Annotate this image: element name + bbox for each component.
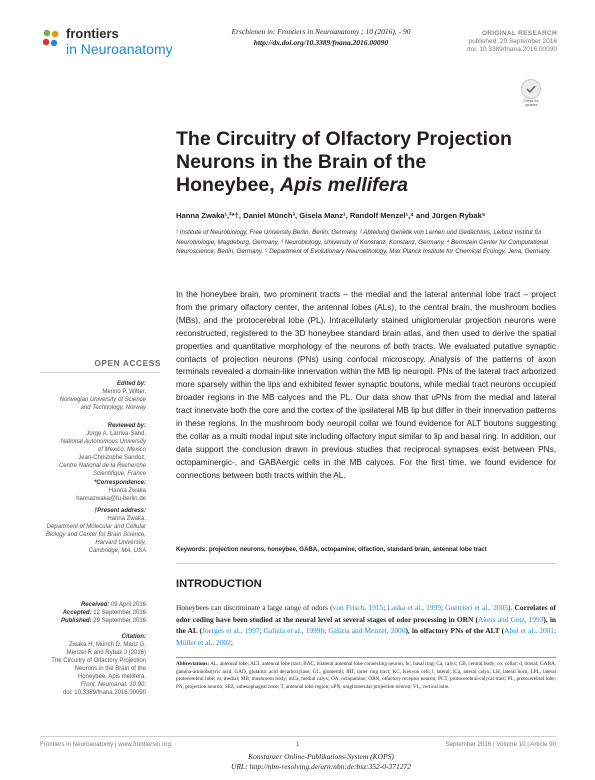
open-access-label: OPEN ACCESS	[94, 358, 161, 368]
keywords-label: Keywords:	[176, 546, 208, 553]
title-line-1: The Circuitry of Olfactory Projection	[176, 128, 512, 150]
received-label: Received:	[80, 602, 110, 608]
intro-text-run: ;	[324, 626, 329, 635]
citation-link[interactable]: Abel et al., 2001	[504, 626, 554, 635]
received-value: 09 April 2016	[110, 602, 146, 608]
citation-link[interactable]: Guerrieri et al., 2005	[445, 603, 509, 612]
page-number: 1	[296, 741, 300, 748]
intro-text-run: ;	[230, 637, 233, 647]
editor-affiliation: and Technology, Norway	[80, 405, 146, 411]
correspondence-block	[1, 479, 146, 503]
title-line-3-plain: Honeybee,	[176, 174, 281, 196]
citation-line: Zwaka H, Münch D, Manz G,	[68, 642, 146, 648]
keywords-list: projection neurons, honeybee, GABA, octopamine, olfaction, standard brain, antennal lobe tract	[208, 546, 487, 553]
editor-affiliation: Norwegian University of Science	[59, 397, 146, 403]
reviewed-by-block	[1, 422, 146, 478]
dates-block	[1, 601, 146, 625]
article-type: ORIGINAL RESEARCH	[481, 30, 557, 37]
reviewer-affiliation: Scientifique, France	[92, 471, 146, 477]
correspondence-email[interactable]: hannazwaka@fu-berlin.de	[76, 496, 146, 502]
citation-link[interactable]: Galizia and Menzel, 2000	[328, 626, 406, 635]
citation-link[interactable]: Joerges et al., 1997	[201, 626, 260, 635]
accepted-value: 12 September 2016	[93, 610, 146, 616]
citation-line: Neurons in the Brain of the	[74, 666, 146, 672]
reviewer-affiliation: Centre National de la Recherche	[58, 463, 146, 469]
editor-name: Menno P. Witter,	[102, 389, 146, 395]
citation-link[interactable]: von Frisch, 1915	[332, 603, 384, 612]
check-for-updates-badge[interactable]	[517, 79, 545, 107]
citation-line: Honeybee, Apis mellifera.	[77, 674, 146, 680]
reviewer-affiliation: of Mexico, Mexico	[97, 447, 146, 453]
edited-by-label: Edited by:	[116, 381, 146, 387]
present-address-line: Biology and Center for Brain Science,	[45, 532, 146, 538]
keywords	[176, 546, 556, 553]
kops-stamp-line1: Konstanzer Online-Publikations-System (KOPS)	[248, 752, 394, 761]
received-date	[1, 601, 146, 609]
footer-journal-link[interactable]: Frontiers in Neuroanatomy | www.frontiersin.org	[40, 741, 171, 748]
journal-logo[interactable]	[40, 26, 180, 62]
citation-line: Front. Neuroanat. 10:90.	[80, 682, 146, 688]
intro-text-run: ;	[440, 603, 446, 612]
intro-text-run-bold: Correlates of odor coding have been studied at the neural level at several stages of odor processing in ORN (	[176, 603, 556, 624]
open-access-divider	[40, 372, 160, 373]
published-value: 29 September 2016	[93, 618, 146, 624]
intro-text-run-bold: ), in the AL (	[176, 614, 556, 635]
title-line-3	[176, 174, 556, 197]
citation-link[interactable]: Galizia et al., 1999b	[263, 626, 325, 635]
intro-text-run: Honeybees can discriminate a large range of odors (	[176, 603, 333, 612]
published-label: Published:	[60, 618, 92, 624]
accepted-label: Accepted:	[62, 610, 92, 616]
reviewer-name: Jean-Christophe Sandoz,	[78, 455, 146, 461]
citation-line: The Circuitry of Olfactory Projection	[51, 658, 146, 664]
title-line-2: Neurons in the Brain of the	[176, 151, 427, 173]
keywords-divider	[176, 563, 556, 564]
published-date-sidebar	[1, 617, 146, 625]
correspondence-name: Hanna Zwaka	[108, 488, 146, 494]
accepted-date	[1, 609, 146, 617]
reviewer-name: Jorge A. Larriva-Sahd,	[86, 431, 146, 437]
footer-issue-info: September 2016 | Volume 10 | Article 90	[445, 741, 556, 748]
introduction-heading: INTRODUCTION	[176, 578, 262, 590]
intro-text-run: ).	[508, 603, 515, 612]
title-species-name: Apis mellifera	[280, 174, 408, 196]
present-address-line: Hanna Zwaka,	[107, 516, 146, 522]
present-address-line: Harvard University,	[95, 540, 146, 546]
check-for-updates-label: Check for updates	[523, 99, 539, 107]
citation-link[interactable]: Akers and Getz, 1993	[477, 614, 544, 624]
stamp-line1: Erschienen in: Frontiers in Neuroanatomy ; 10 (2016). - 90	[231, 27, 411, 36]
intro-text-run: ;	[553, 626, 557, 635]
citation-block	[1, 633, 146, 697]
stamp-doi-link[interactable]: http://dx.doi.org/10.3389/fnana.2016.00090	[253, 38, 389, 47]
footer-divider	[40, 736, 556, 737]
abstract: In the honeybee brain, two prominent tracts – the medial and the lateral antennal lobe tract – project from the primary olfactory center, the antennal lobes (ALs), to the central brain, the mushroom bodies (MBs), and the protocerebral lobe (PL). Intracellularly stained uniglomerular projection neurons were reconstructed, registered to the 3D honeybee standard brain atlas, and then used to derive the spatial properties and quantitative morphology of the neurons of both tracts. We evaluated putative synaptic contacts of projection neurons (PNs) using confocal microscopy. Analysis of the patterns of axon terminals revealed a domain-like innervation within the MB lip neuropil. PNs of the lateral tract arborized more sparsely within the lips and exhibited fewer synaptic boutons, while medial tract neurons occupied broader regions in the MB calyces and the PL. Our data show that uPNs from the medial and lateral tract innervate both the core and the cortex of the ipsilateral MB lip but differ in their innervation patterns in these regions. In the mushroom body neuropil collar we found evidence for ALT boutons suggesting the collar as a multi modal input site including olfactory input similar to lip and basal ring. In addition, our data support the conclusion drawn in previous studies that reciprocal synapses exist between PNs, octopaminergic-, and GABAergic cells in the MB calyces. For the first time, we found evidence for connections between both tracts within the AL.	[176, 290, 556, 480]
affiliations: ¹ Institute of Neurobiology, Free University Berlin, Berlin, Germany, ² Abteilung Genetik von Lernen und Gedächtnis, Leibniz Institut für Neurobiologie, Magdeburg, Germany, ³ Neurobiology, University of Konstanz, Konstanz, Germany, ⁴ Bernstein Center for Computational Neuroscience, Berlin, Germany, ⁵ Department of Evolutionary Neuroethology, Max Planck Institute for Chemical Ecology, Jena, Germany	[176, 229, 551, 256]
present-address-label: †Present address:	[93, 508, 146, 514]
abbreviations-text: AL, antennal lobe; ALT, antennal lobe tract; BAC, bilateral antennal lobe connecting neuron; bc, basal ring; Ca, calyx; CB, central body; co, collar; d, dorsal; GABA, gamma-aminobutyric acid; GAD, glutamic acid decarboxylase; GL, glomeruli; IRT, inner ring tract; KC, Kenyon cell; l, lateral; lCa, lateral calyx; LH, lateral horn; LPL, lateral protocerebral lobe; m, medial; MB, mushroom body; mCa, medial calyx; OA, octopamine; ORN, olfactory receptor neuron; PCT, protocerebral-calycal tract; PL, protocerebral lobe; PN, projection neuron; SEZ, subesophageal zone; T, antennal lobe region; uPN, uniglomerular projection neuron; VL, vertical lobe.	[176, 661, 556, 690]
intro-text-run: ;	[259, 626, 264, 635]
author-list: Hanna Zwaka¹,²*†, Daniel Münch³, Gisela Manz¹, Randolf Menzel¹,⁴ and Jürgen Rybak⁵	[176, 211, 486, 220]
logo-line2: in Neuroanatomy	[66, 41, 173, 57]
intro-text-run-bold: ), in olfactory PNs of the ALT (	[405, 626, 505, 635]
correspondence-label: *Correspondence:	[93, 480, 146, 486]
citation-line: Menzel R and Rybak J (2016)	[66, 650, 146, 656]
published-date: published: 29 September 2016	[468, 38, 557, 45]
frontiers-logo-icon	[40, 28, 62, 50]
citation-doi[interactable]: doi: 10.3389/fnana.2016.00090	[62, 690, 146, 696]
reviewed-by-label: Reviewed by:	[107, 423, 146, 429]
present-address-line: Cambridge, MA, USA	[88, 548, 146, 554]
citation-label: Citation:	[121, 634, 146, 640]
edited-by-block	[1, 380, 146, 412]
check-for-updates-icon	[521, 79, 541, 99]
kops-stamp	[206, 752, 436, 772]
repository-stamp	[206, 26, 436, 48]
reviewer-affiliation: National Autonomous University	[60, 439, 146, 445]
abbreviations	[176, 661, 556, 691]
abbreviations-label: Abbreviations:	[176, 661, 210, 667]
abbreviations-divider	[176, 657, 556, 658]
article-meta	[467, 30, 557, 54]
intro-text-run: ;	[383, 603, 388, 612]
citation-link[interactable]: Müller et al., 2002	[176, 637, 231, 647]
introduction-paragraph	[176, 602, 556, 648]
citation-link[interactable]: Laska et al., 1999	[387, 603, 441, 612]
article-doi[interactable]: doi: 10.3389/fnana.2016.00090	[466, 46, 557, 53]
logo-line1: frontiers	[66, 26, 119, 41]
present-address-block	[1, 507, 146, 555]
article-title	[176, 128, 556, 197]
present-address-line: Department of Molecular and Cellular	[46, 524, 146, 530]
kops-stamp-url[interactable]: URL: http://nbn-resolving.de/urn:nbn:de:bsz:352-0-371272	[230, 762, 412, 771]
